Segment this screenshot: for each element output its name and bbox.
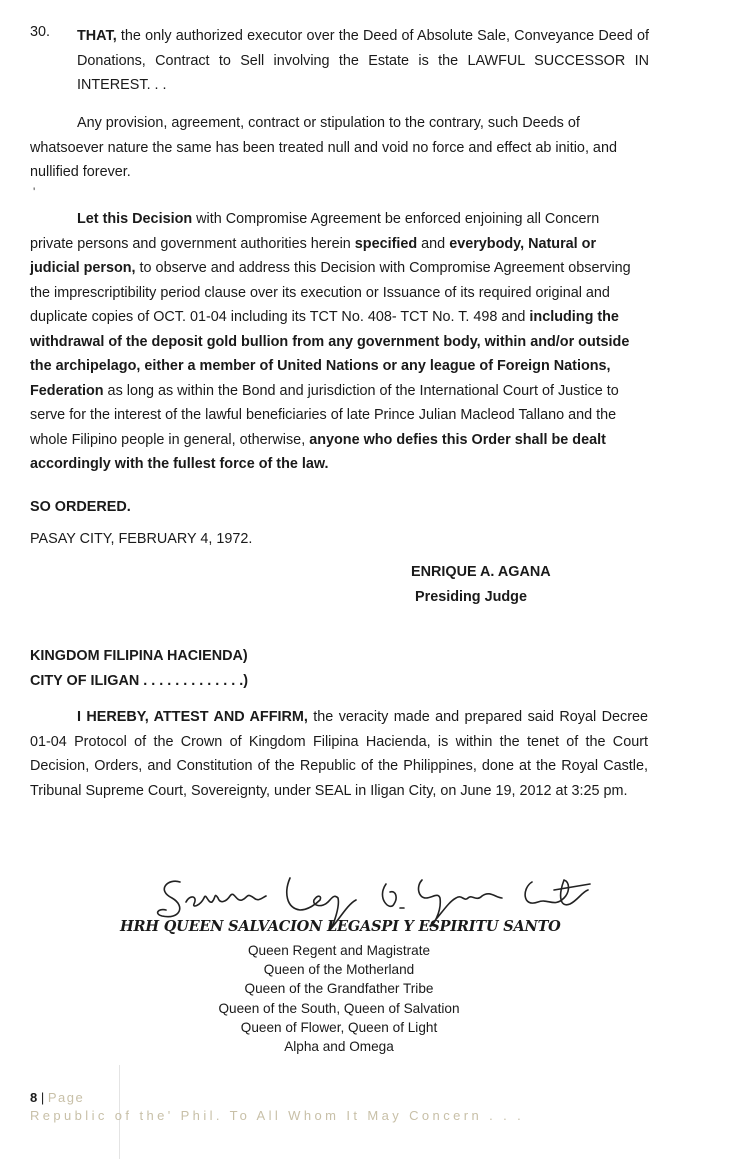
signatory-printed-name: HRH QUEEN SALVACION LEGASPI Y ESPIRITU SANTO xyxy=(120,918,561,935)
decision-text-4: as long as within the Bond and jurisdiction of the International Court of Justice to serve for the interest of the lawful beneficiaries of late Prince Julian Macleod Tallano and the whole Filipino people in general, otherwise, xyxy=(30,382,619,448)
decision-bold-defies: anyone who defies this Order shall be dealt accordingly with the fullest force of the law. xyxy=(30,431,606,472)
judge-name: ENRIQUE A. AGANA xyxy=(411,564,551,580)
decision-text-3: to observe and address this Decision with Compromise Agreement observing the imprescriptibility period clause over its execution or Issuance of its required original and duplicate copies of OCT. 01-04 including its TCT No. 408- TCT No. T. 498 and xyxy=(30,260,631,325)
signatory-title-line: Queen Regent and Magistrate xyxy=(247,943,431,958)
decision-bold-specified: specified xyxy=(354,235,418,252)
page-footer xyxy=(30,1089,524,1125)
any-provision-text: Any provision, agreement, contract or stipulation to the contrary, such Deeds of whatsoever nature the same has been treated null and void no force and effect ab initio, and nullified forever. xyxy=(30,115,617,180)
signatory-title-line: Alpha and Omega xyxy=(284,1039,394,1055)
signatory-title-line: Queen of Flower, Queen of Light xyxy=(240,1019,438,1035)
signatory-titles xyxy=(200,941,478,1056)
item-30-text: the only authorized executor over the Deed of Absolute Sale, Conveyance Deed of Donations, Contract to Sell involving the Estate is the LAWFUL SUCCESSOR IN INTEREST. . . xyxy=(77,28,649,93)
item-number: 30. xyxy=(30,24,51,40)
attestation-text: the veracity made and prepared said Royal Decree 01-04 Protocol of the Crown of Kingdom Filipina Hacienda, is within the tenet of the Court Decision, Orders, and Constitution of the Republic of the Philippines, done at the Royal Castle, Tribunal Supreme Court, Sovereignty, under SEAL in Iligan City, on June 19, 2012 at 3:25 pm. xyxy=(30,709,649,799)
attestation-lead: I HEREBY, ATTEST AND AFFIRM, xyxy=(77,709,308,725)
so-ordered: SO ORDERED. xyxy=(30,499,131,515)
venue-block xyxy=(30,644,248,693)
decision-lead: Let this Decision xyxy=(77,211,193,227)
any-provision-paragraph xyxy=(30,111,630,185)
venue-line-2: CITY OF ILIGAN . . . . . . . . . . . . .) xyxy=(30,672,249,689)
decision-text-2: and xyxy=(417,235,450,252)
attestation-paragraph xyxy=(30,705,648,803)
judge-title: Presiding Judge xyxy=(415,588,527,605)
venue-line-1: KINGDOM FILIPINA HACIENDA) xyxy=(30,648,248,664)
page-word: Page xyxy=(47,1090,85,1105)
signatory-title-line: Queen of the Grandfather Tribe xyxy=(244,981,434,997)
page-number: 8 xyxy=(30,1090,38,1105)
place-date: PASAY CITY, FEBRUARY 4, 1972. xyxy=(30,531,253,547)
decision-bold-withdrawal: including the withdrawal of the deposit gold bullion from any government body, within and/or outside the archipelago, either a member of United Nations or any league of Foreign Nations, Federation xyxy=(30,309,630,399)
page-indicator xyxy=(30,1089,524,1107)
signatory-title-line: Queen of the South, Queen of Salvation xyxy=(218,1000,460,1016)
signatory-title-line: Queen of the Motherland xyxy=(263,962,415,978)
decision-bold-everybody: everybody, Natural or judicial person, xyxy=(30,235,597,276)
judge-signature-block xyxy=(411,560,551,609)
footer-line: Republic of the' Phil. To All Whom It May Concern . . . xyxy=(30,1108,525,1123)
item-30-lead: THAT, xyxy=(77,28,117,44)
page-separator: | xyxy=(37,1090,48,1105)
stray-mark: ' xyxy=(33,185,36,199)
decision-text-1: with Compromise Agreement be enforced enjoining all Concern private persons and government authorities herein xyxy=(30,211,600,252)
item-30-paragraph xyxy=(77,24,649,98)
decision-paragraph xyxy=(30,207,636,477)
